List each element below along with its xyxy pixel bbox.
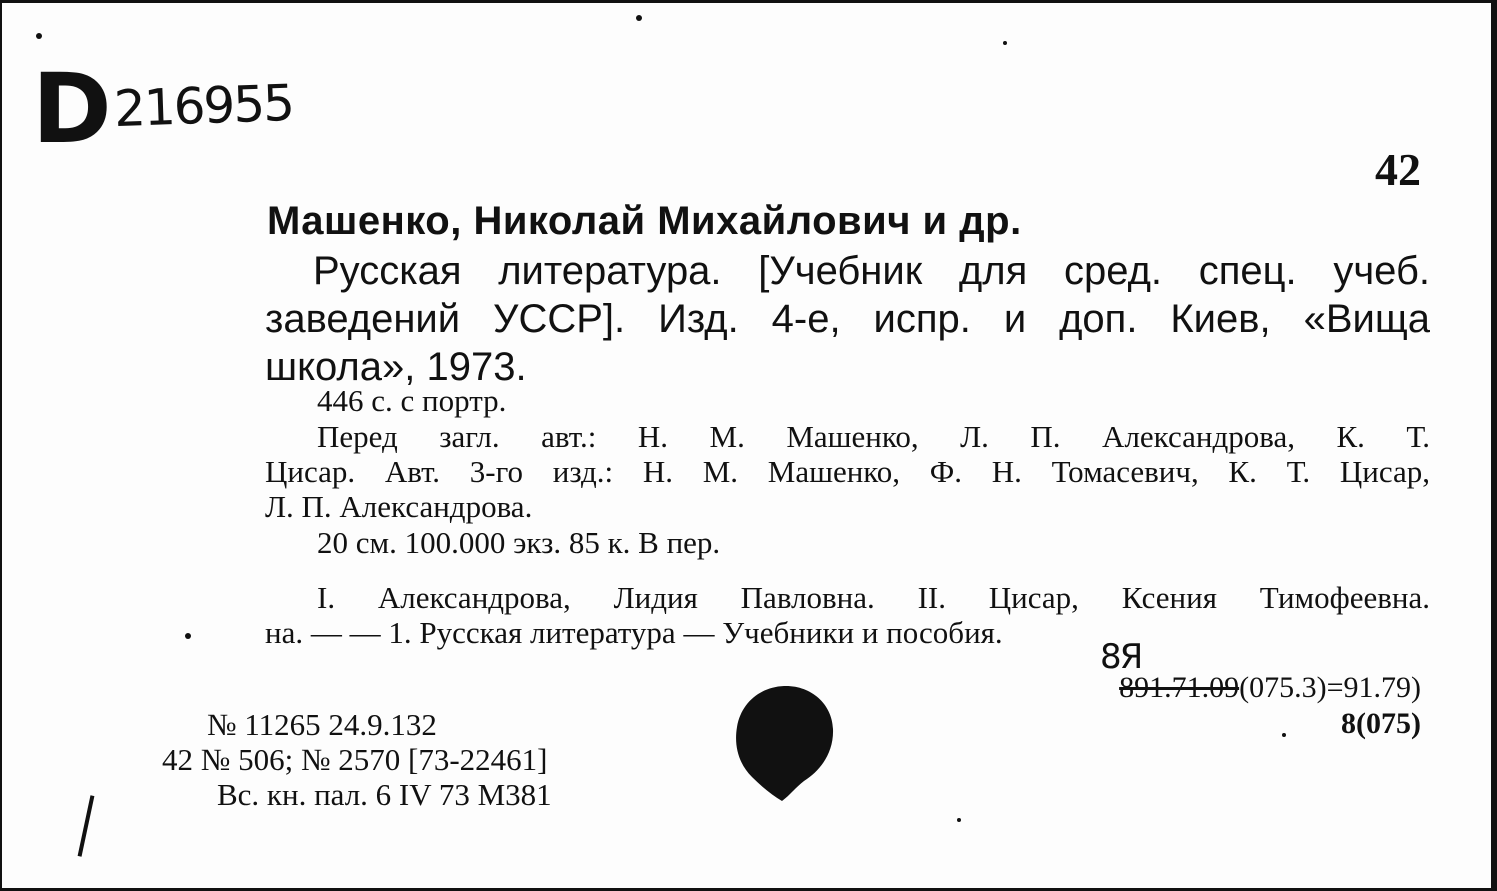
- authors-line: Цисар. Авт. 3-го изд.: Н. М. Машенко, Ф. Н. Томасевич, К. Т. Цисар,: [265, 454, 1430, 489]
- title-line: школа», 1973.: [265, 345, 527, 389]
- subject-line: на. — — 1. Русская литература — Учебники и пособия.: [265, 615, 1003, 650]
- call-number-letter: D: [32, 53, 108, 165]
- pen-stroke: [78, 795, 95, 856]
- registry-line-1: № 11265 24.9.132: [207, 707, 437, 742]
- ink-speck: [1003, 41, 1007, 45]
- title-line: заведений УССР]. Изд. 4-е, испр. и доп. Киев, «Вища: [265, 297, 1430, 341]
- code-text: (075.3)=91.79): [1239, 671, 1421, 704]
- pages-text: 446 с. с портр.: [317, 383, 507, 418]
- title-description: [265, 247, 1430, 391]
- authors-line: Перед загл. авт.: Н. М. Машенко, Л. П. Александрова, К. Т.: [317, 419, 1430, 454]
- registry-line-2: 42 № 506; № 2570 [73-22461]: [162, 742, 548, 777]
- struck-code: 891.71.09: [1119, 671, 1240, 704]
- ink-speck: [636, 15, 642, 21]
- punch-hole-blot: [732, 683, 842, 808]
- ink-speck: [957, 818, 961, 822]
- classification-code: [1119, 671, 1421, 705]
- ink-speck: [185, 633, 191, 639]
- format-info: [265, 525, 1430, 560]
- handwritten-class-mark: 8Я: [1100, 637, 1142, 677]
- call-number: 216955: [113, 73, 294, 139]
- registry-line-3: Вс. кн. пал. 6 IV 73 М381: [217, 777, 552, 812]
- authors-line: Л. П. Александрова.: [265, 489, 533, 524]
- format-text: 20 см. 100.000 экз. 85 к. В пер.: [317, 525, 721, 560]
- subject-tracings: [265, 580, 1430, 650]
- subject-line: I. Александрова, Лидия Павловна. II. Цисар, Ксения Тимофеевна.: [317, 580, 1430, 615]
- card-number: 42: [1375, 144, 1421, 195]
- classification-code-2: 8(075): [1341, 707, 1421, 740]
- pagination: [265, 383, 1430, 418]
- ink-speck: [1282, 733, 1286, 737]
- authors-note: [265, 419, 1430, 524]
- ink-speck: [36, 33, 42, 39]
- title-line: Русская литература. [Учебник для сред. спец. учеб.: [313, 249, 1430, 293]
- author-heading: Машенко, Николай Михайлович и др.: [267, 199, 1022, 243]
